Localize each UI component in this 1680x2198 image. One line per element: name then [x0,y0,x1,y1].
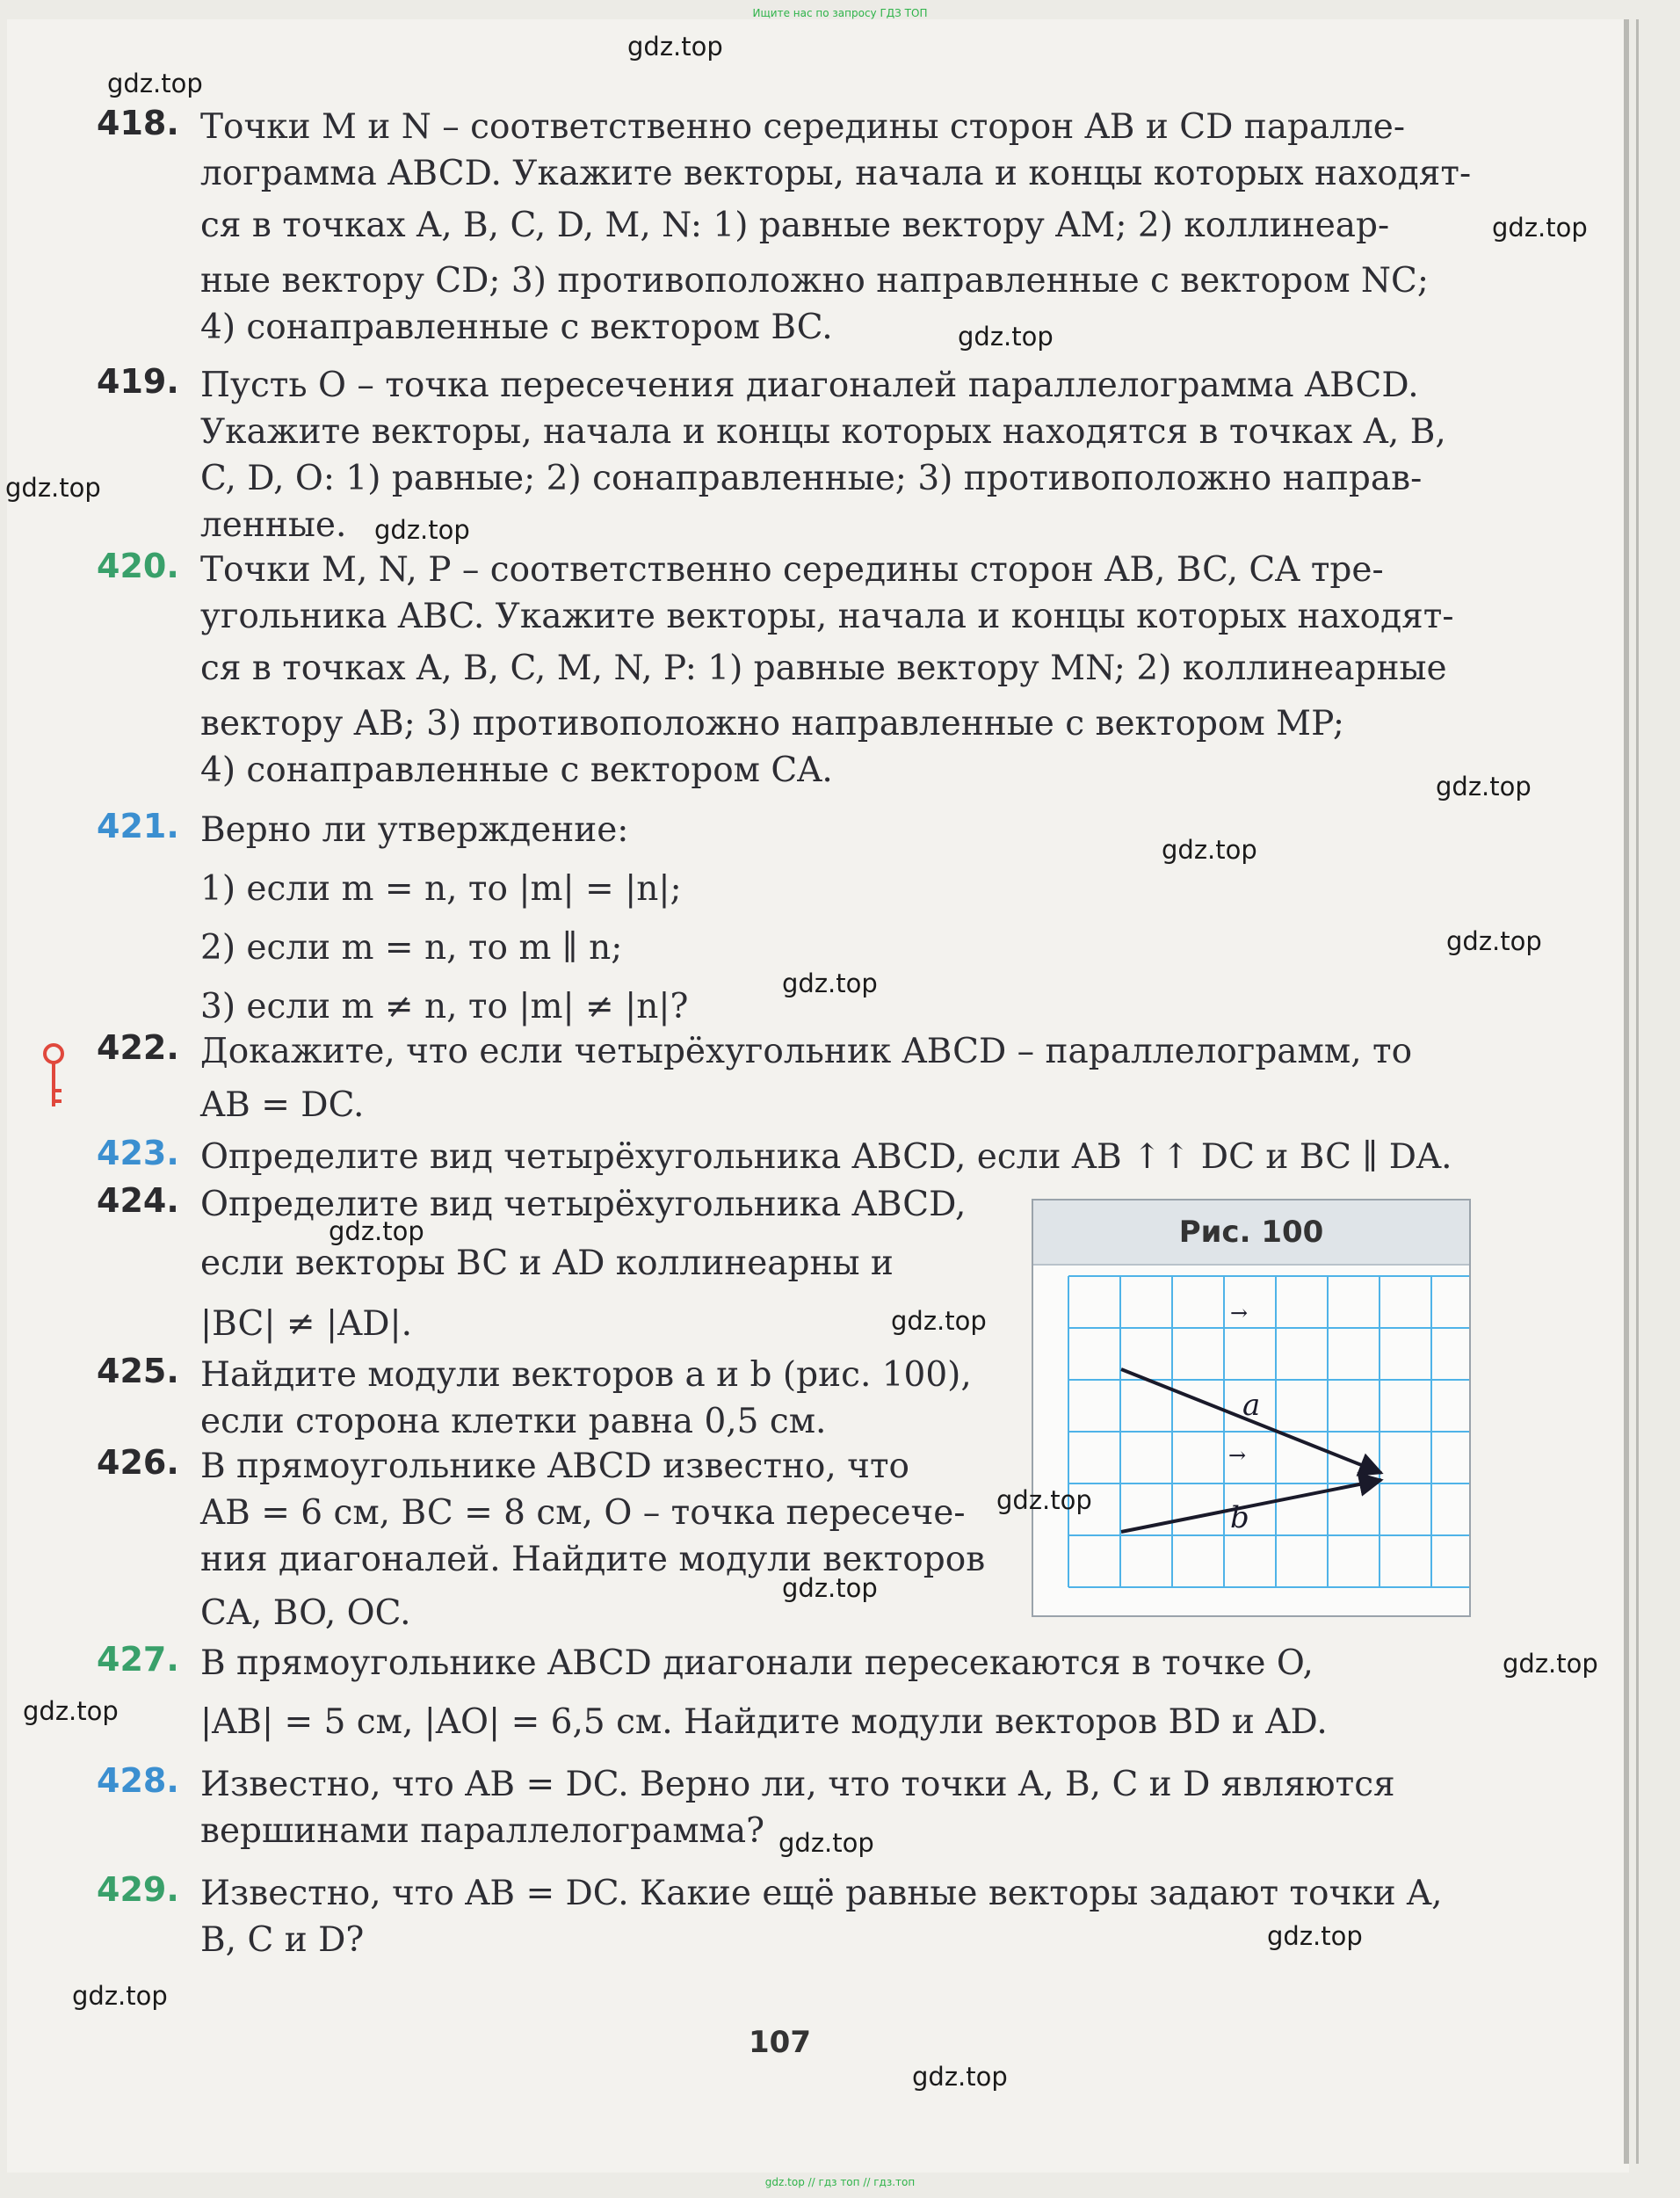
watermark: gdz.top [958,322,1054,352]
vector-b-arrow: → [1228,1443,1247,1468]
problem-text: Определите вид четырёхугольника ABCD, если векторы BC и AD коллинеарны и |BC| ≠ |AD|. [200,1185,967,1344]
header-note: Ищите нас по запросу ГДЗ ТОП [752,7,928,19]
watermark: gdz.top [996,1485,1092,1515]
figure-title: Рис. 100 [1033,1201,1469,1266]
watermark: gdz.top [1446,926,1542,956]
problem-text: В прямоугольнике ABCD известно, что AB = 6 см, BC = 8 см, O – точка пересече- ния диагоналей. Найдите модули векторов CA, BO, OC. [200,1447,986,1633]
problem-number: 427. [97,1640,179,1679]
problem-number: 422. [97,1028,179,1067]
problem-text: Докажите, что если четырёхугольник ABCD – параллелограмм, то AB = DC. [200,1032,1413,1125]
problem-number: 425. [97,1352,179,1390]
problem-text: В прямоугольнике ABCD диагонали пересекаются в точке O, |AB| = 5 см, |AO| = 6,5 см. Найдите модули векторов BD и AD. [200,1643,1328,1742]
footer-note: gdz.top // гдз топ // гдз.топ [764,2176,916,2188]
problem-number: 421. [97,807,179,845]
problem-number: 420. [97,547,179,585]
vector-grid [1033,1266,1469,1614]
problem-text: Точки M, N, P – соответственно середины сторон AB, BC, CA тре- угольника ABC. Укажите векторы, начала и концы которых находят- ся в точках A, B, C, M, N, P: 1) равные вектору MN; 2) коллинеарные вектору AB; 3) противоположно направленные с вектором MP; 4) сонаправленные с вектором CA. [200,550,1454,790]
problem-number: 426. [97,1443,179,1482]
problem-text: Известно, что AB = DC. Верно ли, что точки A, B, C и D являются вершинами параллелограмма? [200,1765,1395,1851]
problem-text: Найдите модули векторов a и b (рис. 100), если сторона клетки равна 0,5 см. [200,1355,972,1441]
watermark: gdz.top [778,1828,874,1858]
grid [1068,1276,1469,1587]
watermark: gdz.top [782,968,878,998]
figure-100 [1032,1199,1471,1617]
problem-number: 418. [97,104,179,142]
vector-b-label: b [1230,1500,1249,1535]
problem-number: 429. [97,1870,179,1909]
problem-number: 423. [97,1134,179,1172]
problem-number: 424. [97,1181,179,1220]
watermark: gdz.top [374,515,470,545]
watermark: gdz.top [627,32,723,62]
vector-a-label: a [1242,1388,1261,1423]
watermark: gdz.top [1267,1921,1363,1951]
watermark: gdz.top [72,1981,168,2011]
problem-text: Пусть O – точка пересечения диагоналей параллелограмма ABCD. Укажите векторы, начала и концы которых находятся в точках A, B, C, D, O: 1) равные; 2) сонаправленные; 3) противоположно направ- ленные. [200,366,1446,545]
page-number: 107 [749,2025,811,2060]
problem-text: Определите вид четырёхугольника ABCD, если AB ↑↑ DC и BC ∥ DA. [200,1137,1452,1177]
problem-text: Точки M и N – соответственно середины сторон AB и CD паралле- лограмма ABCD. Укажите векторы, начала и концы которых находят- ся в точках A, B, C, D, M, N: 1) равные вектору AM; 2) коллинеар- ные вектору CD; 3) противоположно направленные с вектором NC; 4) сонаправленные с вектором BC. [200,107,1472,347]
watermark: gdz.top [782,1573,878,1603]
watermark: gdz.top [23,1696,119,1726]
problem-text: Известно, что AB = DC. Какие ещё равные векторы задают точки A, B, C и D? [200,1874,1443,1960]
page-gutter [1624,19,1629,2164]
page-gutter-edge [1636,19,1639,2164]
watermark: gdz.top [891,1306,987,1336]
vector-b [1121,1480,1381,1532]
problem-number: 419. [97,362,179,401]
watermark: gdz.top [1436,772,1532,802]
watermark: gdz.top [329,1216,424,1246]
vector-a-arrow: → [1230,1301,1249,1325]
watermark: gdz.top [912,2062,1008,2092]
problem-number: 428. [97,1761,179,1800]
problem-text: Верно ли утверждение: 1) если m = n, то |m| = |n|; 2) если m = n, то m ∥ n; 3) если m ≠ n, то |m| ≠ |n|? [200,810,689,1026]
key-icon [40,1041,67,1112]
watermark: gdz.top [1162,835,1257,865]
watermark: gdz.top [107,69,203,98]
watermark: gdz.top [5,473,101,503]
watermark: gdz.top [1492,213,1588,243]
watermark: gdz.top [1503,1649,1598,1679]
